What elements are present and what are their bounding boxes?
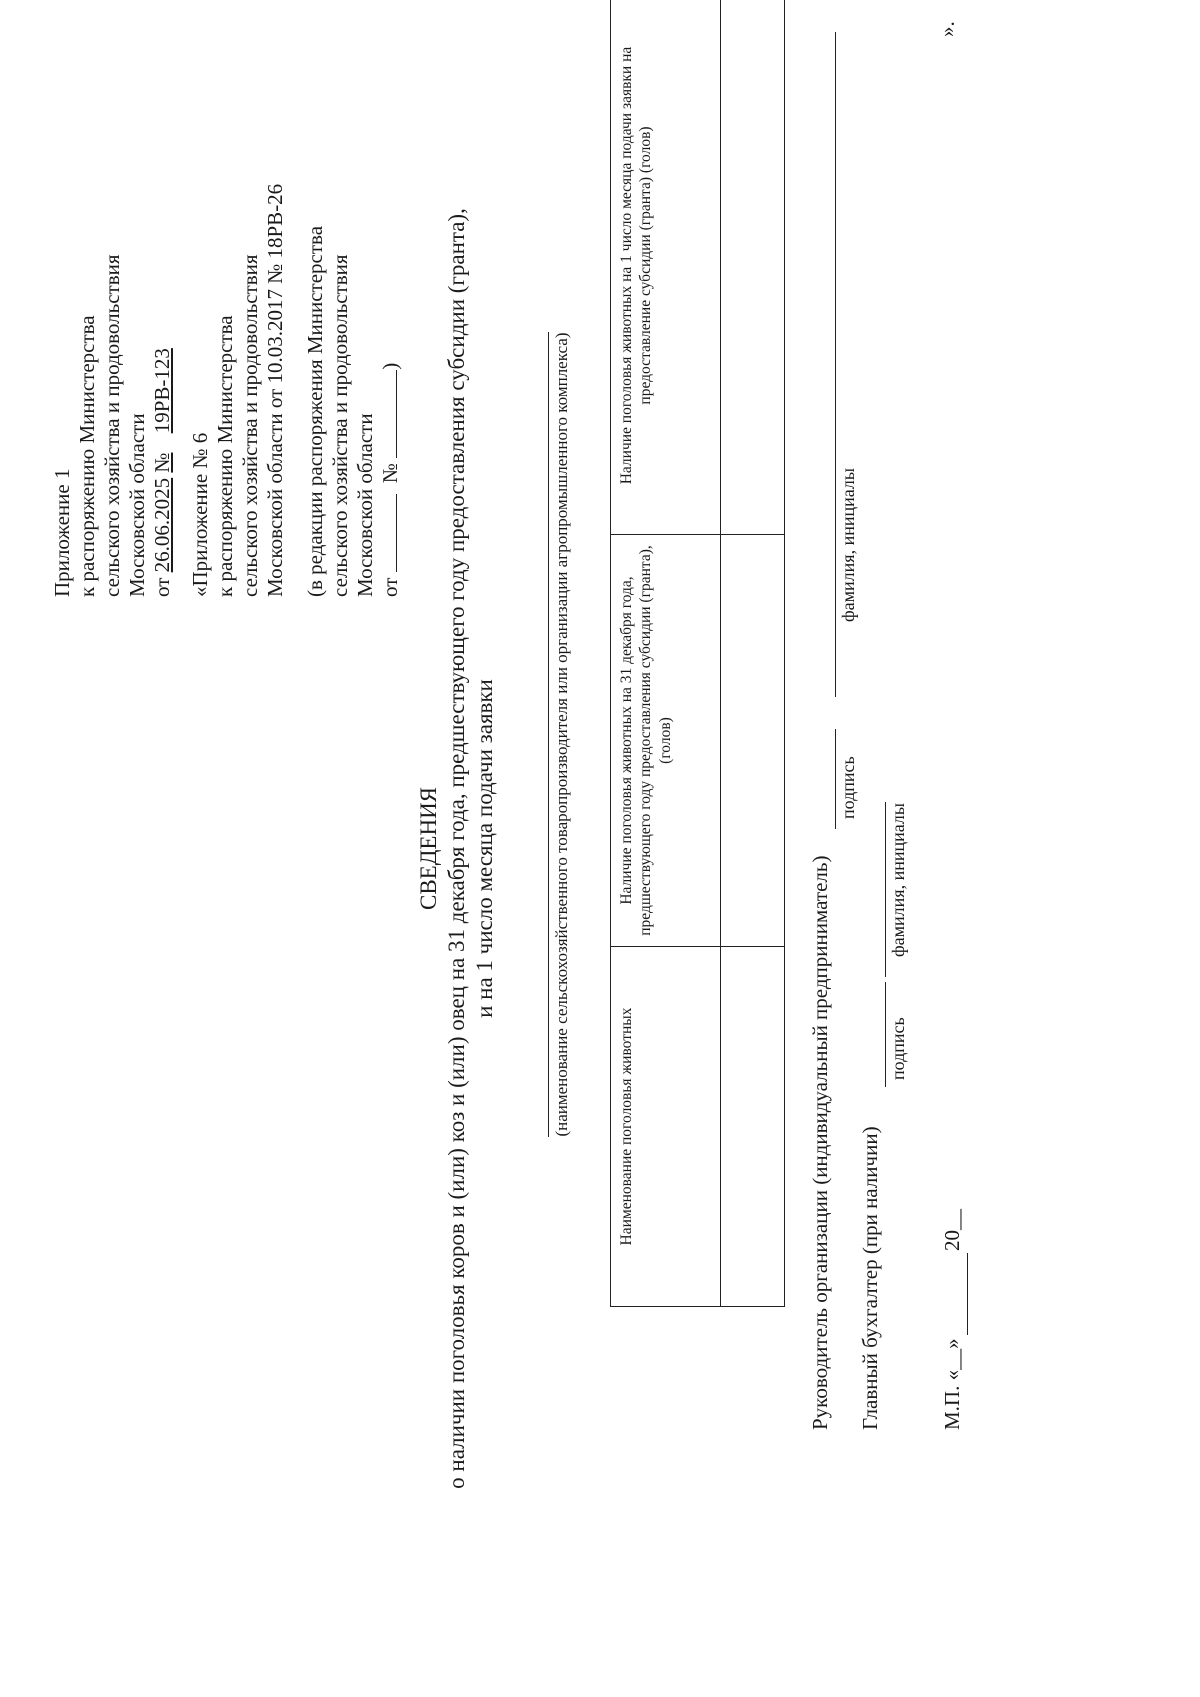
organization-name-caption: (наименование сельскохозяйственного товаропроизводителя или организации агропромышленного комплекса) <box>552 332 571 1137</box>
column-header-dec-31: Наличие поголовья животных на 31 декабря года, предшествующего году предоставления субсидии (гранта), (голов) <box>611 535 721 947</box>
year-prefix: 20__ <box>940 1209 964 1251</box>
closing-quote: ». <box>935 21 959 37</box>
table-cell[interactable] <box>721 947 785 1307</box>
number-blank <box>378 370 397 458</box>
header-line: (в редакции распоряжения Министерства <box>303 225 327 597</box>
accountant-signature-caption: подпись <box>888 1017 908 1080</box>
header-line: к распоряжению Министерства <box>75 315 99 597</box>
document-title <box>415 0 499 1697</box>
head-signature-line[interactable] <box>835 729 836 829</box>
header-line: сельского хозяйства и продовольствия <box>328 254 352 597</box>
table-cell[interactable] <box>721 535 785 947</box>
header-line: сельского хозяйства и продовольствия <box>100 254 124 597</box>
from-label: от <box>378 577 402 597</box>
head-name-caption: фамилия, инициалы <box>838 468 858 622</box>
number-sign: № <box>378 463 402 484</box>
head-signature-label: Руководитель организации (индивидуальный предприниматель) <box>808 855 832 1430</box>
organization-name-line <box>548 332 549 1137</box>
header-date-line <box>150 254 175 597</box>
date-blank <box>378 494 397 572</box>
accountant-signature-line[interactable] <box>885 982 886 1087</box>
header-line: Приложение 1 <box>50 468 74 597</box>
accountant-name-caption: фамилия, инициалы <box>888 803 908 957</box>
column-header-animal-name: Наименование поголовья животных <box>611 947 721 1307</box>
closing-paren: ) <box>378 362 402 370</box>
month-line[interactable] <box>967 1253 968 1335</box>
table-cell[interactable] <box>721 0 785 535</box>
header-line: сельского хозяйства и продовольствия <box>238 254 262 597</box>
date-prefix: от <box>150 577 174 597</box>
accountant-signature-label: Главный бухгалтер (при наличии) <box>858 1126 882 1430</box>
title-heading: СВЕДЕНИЯ <box>416 786 441 911</box>
header-line: Московской области <box>353 413 377 597</box>
order-number: 19РВ-123 <box>150 348 174 434</box>
column-header-month-1: Наличие поголовья животных на 1 число месяца подачи заявки на предоставление субсидии (гранта) (голов) <box>611 0 721 535</box>
title-line-2: и на 1 число месяца подачи заявки <box>472 679 497 1018</box>
header-line: Московской области <box>125 413 149 597</box>
title-line-1: о наличии поголовья коров и (или) коз и (или) овец на 31 декабря года, предшествующего году предоставления субсидии (гранта), <box>444 208 469 1489</box>
header-line: к распоряжению Министерства <box>213 315 237 597</box>
head-name-line[interactable] <box>835 32 836 697</box>
revision-header <box>303 226 403 597</box>
table-row <box>721 0 785 1307</box>
table-header-row <box>611 0 721 1307</box>
appendix-1-header <box>50 254 175 597</box>
appendix-6-header <box>188 184 288 597</box>
livestock-table <box>610 0 785 1307</box>
header-line: «Приложение № 6 <box>188 432 212 597</box>
revision-date-line <box>378 226 403 597</box>
head-signature-caption: подпись <box>838 756 858 819</box>
stamp-label: М.П. «__» <box>940 1338 964 1430</box>
number-sign: № <box>150 452 174 473</box>
accountant-name-line[interactable] <box>885 802 886 977</box>
order-date: 26.06.2025 <box>150 477 174 573</box>
header-line: Московской области от 10.03.2017 № 18РВ-26 <box>263 183 287 597</box>
